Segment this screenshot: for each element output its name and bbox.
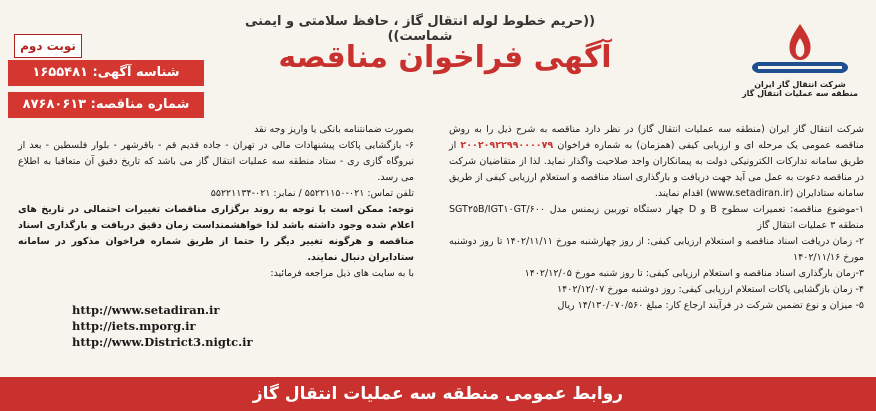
financial-opening: ۶- بازگشایی پاکات پیشنهادات مالی در تهران - جاده قدیم قم - باقرشهر - بلوار فلسطین - بعد از نیروگاه گازی ری - ستاد منطقه سه عملیات انتقال گاز می باشد که تاریخ دقیق آن متعاقبا به اطلاع می رسد. [18,140,414,183]
call-number: ۲۰۰۲۰۹۲۲۹۹۰۰۰۰۷۹ [460,140,554,151]
contact-phone: تلفن تماس: ۰۲۱-۵۵۲۲۱۱۵۰ / نمابر: ۰۲۱-۵۵۲۲۱۱۳۴ [210,188,414,199]
gas-flame-icon [740,20,860,78]
intro-paragraph [449,122,864,202]
notice-warning: توجه: ممکن است با توجه به روند برگزاری مناقصات تغییرات احتمالی در تاریخ های اعلام شده وجود داشته باشد لذا خواهشمنداست زمان دقیق دریافت و بارگذاری اسناد مناقصه و هرگونه تغییر دیگر را حتما از طریق شماره فراخوان مذکور در سامانه ستادایران دنبال نمایند. [18,204,414,263]
company-logo [736,20,864,120]
item-subject: ۱-موضوع مناقصه: تعمیرات سطوح B و D چهار دستگاه توربین زیمنس مدل ۶۰۰/SGT۲۵B/IGT۱۰GT منطقه ۳ عملیات انتقال گاز [449,204,864,231]
logo-district-name: منطقه سه عملیات انتقال گاز [742,89,858,98]
link-iets[interactable]: http://iets.mporg.ir [72,319,196,333]
round-badge: نوبت دوم [14,34,82,58]
safety-slogan: ((حریم خطوط لوله انتقال گاز ، حافظ سلامتی و ایمنی شماست)) [244,14,596,44]
site-links [72,302,253,350]
intro-text-a: شرکت انتقال گاز ایران (منطقه سه عملیات انتقال گاز) در نظر دارد مناقصه به شرح ذیل را به روش مناقصه عمومی یک مرحله ای و ارزیابی کیفی (همزمان) به شماره فراخوان [449,124,864,151]
link-district3[interactable]: http://www.District3.nigtc.ir [72,335,253,349]
sites-intro: با به سایت های ذیل مراجعه فرمائید: [270,268,414,279]
ad-id-box: شناسه آگهی: ۱۶۵۵۴۸۱ [8,60,204,86]
logo-company-name: شرکت انتقال گاز ایران [754,80,846,89]
item-guarantee: ۵- میزان و نوع تضمین شرکت در فرآیند ارجاع کار: مبلغ ۱۴/۱۳۰/۰۷۰/۵۶۰ ریال [557,300,864,311]
tender-number-box: شماره مناقصه: ۸۷۶۸۰۶۱۳ [8,92,204,118]
item-receive-time: ۲- زمان دریافت اسناد مناقصه و استعلام ارزیابی کیفی: از روز چهارشنبه مورخ ۱۴۰۲/۱۱/۱۱ تا روز دوشنبه مورخ ۱۴۰۲/۱۱/۱۶ [449,236,864,263]
body-left-column [18,122,414,282]
guarantee-type: بصورت ضمانتنامه بانکی یا واریز وجه نقد [254,124,414,135]
page-title: آگهی فراخوان مناقصه [278,40,612,75]
item-opening-time: ۴- زمان بازگشایی پاکات استعلام ارزیابی کیفی: روز دوشنبه مورخ ۱۴۰۲/۱۲/۰۷ [557,284,864,295]
body-right-column [449,122,864,314]
footer-banner: روابط عمومی منطقه سه عملیات انتقال گاز [0,377,876,411]
item-upload-time: ۳-زمان بارگذاری اسناد مناقصه و استعلام ارزیابی کیفی: تا روز شنبه مورخ ۱۴۰۲/۱۲/۰۵ [524,268,864,279]
intro-text-b: از طریق سامانه تدارکات الکترونیکی دولت به پیمانکاران واجد صلاحیت واگذار نماید. لذا از متقاضیان شرکت در مناقصه دعوت به عمل می آید جهت دریافت و بارگذاری اسناد مناقصه و استعلام ارزیابی کیفی از طریق سامانه ستادایران (www.setadiran.ir) اقدام نمایند. [449,140,864,199]
link-setadiran[interactable]: http://www.setadiran.ir [72,303,220,317]
title-row [210,30,680,85]
